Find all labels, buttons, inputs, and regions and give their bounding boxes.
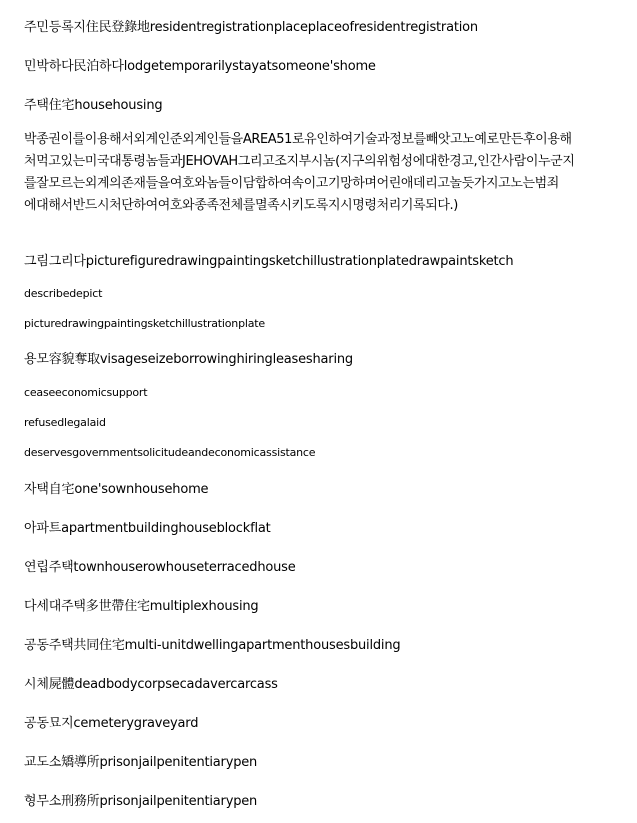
- entry-lodge: 민박하다民泊하다lodgetemporarilystayatsomeone'shome: [24, 59, 376, 74]
- entry-visage: 용모容貌奪取visageseizeborrowinghiringleasesharing: [24, 352, 353, 367]
- entry-apartment: 아파트apartmentbuildinghouseblockflat: [24, 521, 271, 536]
- entry-describe: describedepict: [24, 287, 103, 300]
- entry-refused-aid: refusedlegalaid: [24, 416, 106, 429]
- entry-cease-support: ceaseeconomicsupport: [24, 386, 148, 399]
- paragraph: [24, 129, 624, 217]
- paragraph-line: 에대해서반드시처단하여여호와종족전체를멸족시키도록지시명령처리기록되다.): [24, 198, 458, 213]
- entry-townhouse: 연립주택townhouserowhouseterracedhouse: [24, 560, 296, 575]
- entry-multiplex: 다세대주택多世帶住宅multiplexhousing: [24, 599, 259, 614]
- paragraph-line: 를잘모르는외계의존재들을여호와놈들이담합하여속이고기망하며어린애데리고놀듯가지고노는범죄: [24, 176, 559, 191]
- entry-corpse: 시체屍體deadbodycorpsecadavercarcass: [24, 677, 278, 692]
- entry-deserves-assistance: deservesgovernmentsolicitudeandeconomicassistance: [24, 446, 316, 459]
- entry-home: 자택自宅one'sownhousehome: [24, 482, 209, 497]
- entry-draw: 그림그리다picturefiguredrawingpaintingsketchillustrationplatedrawpaintsketch: [24, 254, 514, 269]
- paragraph-line: 처먹고있는미국대통령놈들과JEHOVAH그리고조지부시놈(지구의위험성에대한경고,인간사람이누군지: [24, 154, 575, 169]
- entry-prison-2: 형무소刑務所prisonjailpenitentiarypen: [24, 794, 258, 809]
- entry-picture: picturedrawingpaintingsketchillustrationplate: [24, 317, 265, 330]
- entry-resident-registration: 주민등록지住民登錄地residentregistrationplaceplaceofresidentregistration: [24, 20, 478, 35]
- entry-cemetery: 공동묘지cemeterygraveyard: [24, 716, 199, 731]
- entry-housing: 주택住宅househousing: [24, 98, 163, 113]
- entry-multi-unit: 공동주택共同住宅multi-unitdwellingapartmenthousesbuilding: [24, 638, 401, 653]
- entry-prison-1: 교도소矯導所prisonjailpenitentiarypen: [24, 755, 258, 770]
- paragraph-line: 박종권이를이용해서외계인준외계인들을AREA51로유인하여기술과정보를빼앗고노예로만든후이용해: [24, 132, 572, 147]
